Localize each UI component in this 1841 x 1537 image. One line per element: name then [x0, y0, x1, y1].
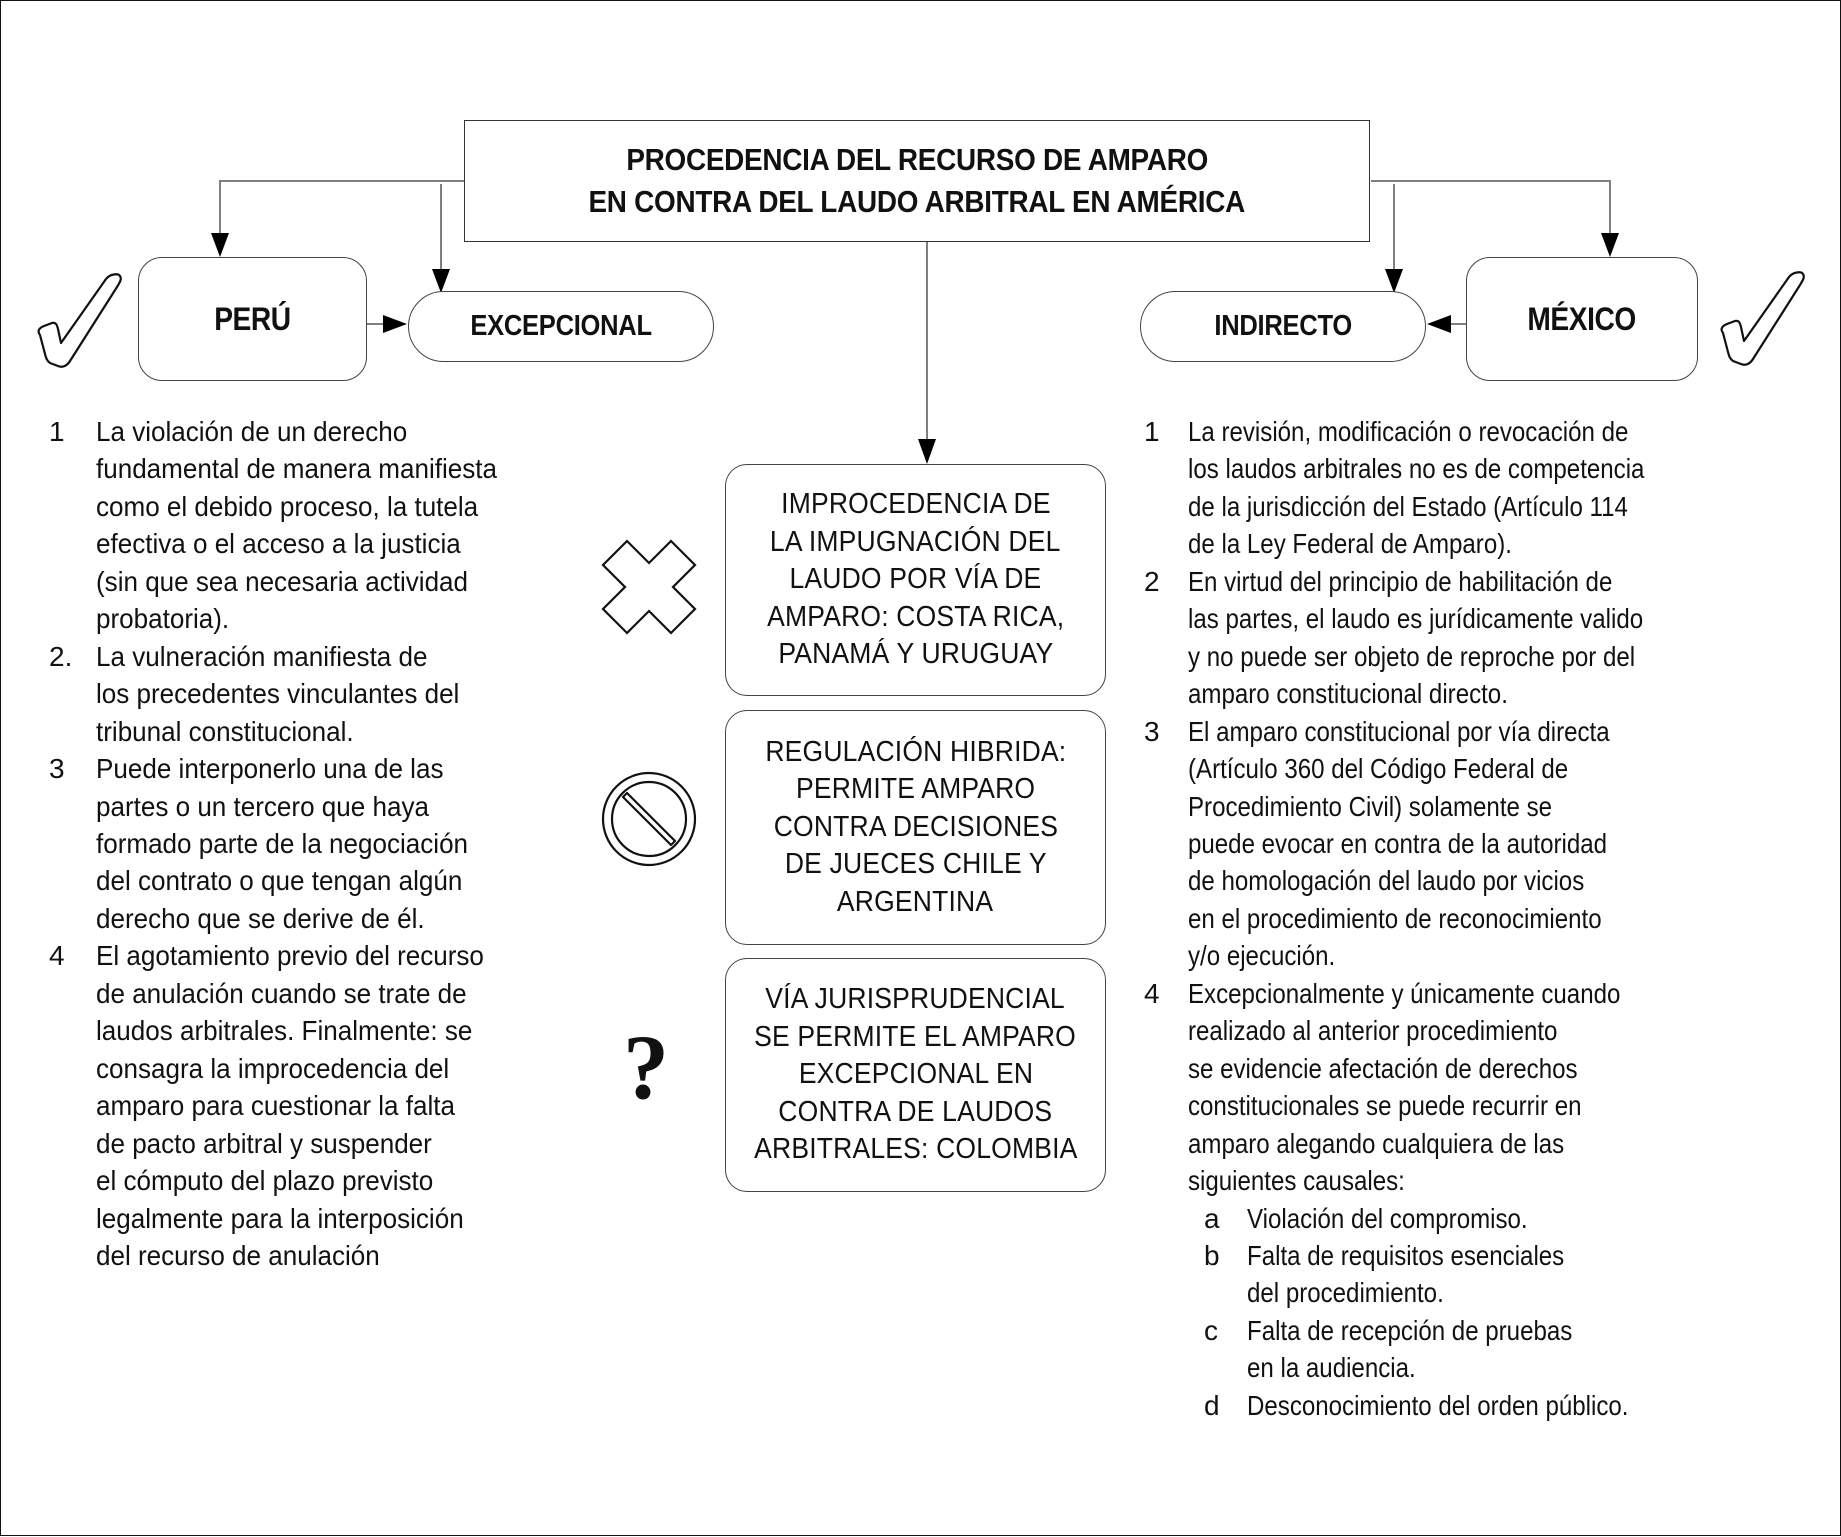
list-item — [1, 713, 1841, 975]
sub-list-item — [1, 1387, 1841, 1424]
list-item-line: de la Ley Federal de Amparo). — [1188, 528, 1512, 560]
list-item-line: los precedentes vinculantes del — [96, 678, 460, 710]
list-item-line: el cómputo del plazo previsto — [96, 1165, 434, 1197]
sub-list-item-line: en la audiencia. — [1247, 1352, 1416, 1384]
center-box-line: LA IMPUGNACIÓN DEL — [770, 525, 1061, 558]
list-item-line: de homologación del laudo por vicios — [1188, 865, 1585, 897]
list-item-line: Excepcionalmente y únicamente cuando — [1188, 977, 1621, 1009]
list-item — [1, 563, 1841, 713]
center-box-line: AMPARO: COSTA RICA, — [766, 600, 1065, 633]
diagram-title-box — [464, 120, 1370, 242]
center-box-line: SE PERMITE EL AMPARO — [754, 1020, 1077, 1053]
sub-list-item-line: Violación del compromiso. — [1247, 1202, 1528, 1234]
type-label-indirecto: INDIRECTO — [1214, 310, 1352, 342]
list-item-line: fundamental de manera manifiesta — [96, 453, 497, 485]
list-item-line: las partes, el laudo es jurídicamente valido — [1188, 603, 1644, 635]
list-item-line: puede evocar en contra de la autoridad — [1188, 827, 1608, 859]
country-box-peru — [138, 257, 367, 381]
list-item-line: constitucionales se puede recurrir en — [1188, 1090, 1582, 1122]
list-item-line: (sin que sea necesaria actividad — [96, 565, 469, 597]
center-box-line: CONTRA DE LAUDOS — [778, 1095, 1053, 1128]
checkmark-icon — [1717, 271, 1807, 367]
checkmark-icon — [34, 273, 124, 369]
list-item-line: derecho que se derive de él. — [96, 902, 425, 934]
type-label-excepcional: EXCEPCIONAL — [470, 310, 652, 342]
list-item — [1, 413, 1841, 563]
list-item-line: legalmente para la interposición — [96, 1202, 464, 1234]
list-item-line: de anulación cuando se trate de — [96, 977, 467, 1009]
center-box-line: PERMITE AMPARO — [795, 773, 1036, 806]
sub-list-item-letter: c — [1204, 1314, 1218, 1346]
list-item-number: 1 — [49, 416, 65, 447]
list-item-line: consagra la improcedencia del — [96, 1052, 450, 1084]
list-item-number: 3 — [1144, 715, 1160, 747]
list-item-line: partes o un tercero que haya — [96, 790, 429, 822]
sub-list-item — [1, 1312, 1841, 1387]
list-item-number: 3 — [49, 753, 65, 785]
list-item-number: 4 — [49, 940, 65, 972]
center-box-line: REGULACIÓN HIBRIDA: — [764, 735, 1067, 768]
type-pill-indirecto — [1140, 291, 1426, 362]
list-item-line: El amparo constitucional por vía directa — [1188, 715, 1610, 747]
list-item-number: 2. — [49, 640, 73, 672]
sub-list-item — [1, 1237, 1841, 1312]
country-box-mexico — [1466, 257, 1698, 381]
list-item-line: La violación de un derecho — [96, 416, 408, 447]
sub-list-item-letter: d — [1204, 1389, 1220, 1421]
type-pill-excepcional — [408, 291, 714, 362]
list-item-line: de la jurisdicción del Estado (Artículo 114 — [1188, 490, 1628, 522]
list-item-line: de pacto arbitral y suspender — [96, 1127, 432, 1159]
center-box-line: PANAMÁ Y URUGUAY — [778, 638, 1053, 671]
list-item-line: amparo alegando cualquiera de las — [1188, 1127, 1565, 1159]
question-mark-icon: ? — [623, 1016, 669, 1118]
center-box-line: VÍA JURISPRUDENCIAL — [765, 983, 1066, 1016]
country-label-peru: PERÚ — [214, 300, 291, 337]
center-box-line: LAUDO POR VÍA DE — [789, 563, 1042, 596]
list-item-line: del recurso de anulación — [96, 1239, 380, 1271]
list-item-line: La vulneración manifiesta de — [96, 640, 428, 672]
list-item — [1, 975, 1841, 1200]
list-item-line: y/o ejecución. — [1188, 940, 1336, 972]
list-item-number: 1 — [1144, 416, 1160, 447]
list-item-line: los laudos arbitrales no es de competencia — [1188, 453, 1645, 485]
sub-list-item-line: Falta de requisitos esenciales — [1247, 1239, 1565, 1271]
list-item-line: La revisión, modificación o revocación de — [1188, 416, 1629, 447]
center-box-line: EXCEPCIONAL EN — [798, 1058, 1033, 1091]
list-item-line: (Artículo 360 del Código Federal de — [1188, 753, 1569, 785]
list-item-line: El agotamiento previo del recurso — [96, 940, 484, 972]
list-item-line: En virtud del principio de habilitación de — [1188, 565, 1613, 597]
list-item-line: amparo constitucional directo. — [1188, 678, 1508, 710]
list-item-number: 4 — [1144, 977, 1160, 1009]
list-item-line: se evidencie afectación de derechos — [1188, 1052, 1578, 1084]
center-box-line: IMPROCEDENCIA DE — [780, 488, 1051, 521]
sub-list-item-line: Falta de recepción de pruebas — [1247, 1314, 1573, 1346]
center-box-line: CONTRA DECISIONES — [773, 810, 1058, 843]
mexico-conditions-list — [1, 413, 1841, 1424]
title-line: PROCEDENCIA DEL RECURSO DE AMPARO — [626, 142, 1208, 177]
list-item-line: realizado al anterior procedimiento — [1188, 1015, 1558, 1047]
sub-list-item-line: Desconocimiento del orden público. — [1247, 1389, 1629, 1421]
list-item-line: Procedimiento Civil) solamente se — [1188, 790, 1553, 822]
list-item-line: amparo para cuestionar la falta — [96, 1090, 455, 1122]
sub-list-item-letter: b — [1204, 1239, 1220, 1271]
list-item-line: efectiva o el acceso a la justicia — [96, 528, 461, 560]
country-label-mexico: MÉXICO — [1527, 300, 1637, 337]
list-item-line: probatoria). — [96, 603, 230, 635]
list-item-line: y no puede ser objeto de reproche por del — [1188, 640, 1636, 672]
list-item-number: 2 — [1144, 565, 1160, 597]
list-item-line: laudos arbitrales. Finalmente: se — [96, 1015, 473, 1047]
center-box-line: ARBITRALES: COLOMBIA — [753, 1133, 1078, 1166]
list-item-line: tribunal constitucional. — [96, 715, 354, 747]
list-item-line: del contrato o que tengan algún — [96, 865, 463, 897]
list-item-line: como el debido proceso, la tutela — [96, 490, 479, 522]
center-box-line: ARGENTINA — [837, 885, 994, 918]
title-line: EN CONTRA DEL LAUDO ARBITRAL EN AMÉRICA — [588, 184, 1246, 219]
list-item-line: siguientes causales: — [1188, 1165, 1405, 1197]
list-item-line: formado parte de la negociación — [96, 827, 469, 859]
list-item-line: Puede interponerlo una de las — [96, 753, 444, 785]
list-item-line: en el procedimiento de reconocimiento — [1188, 902, 1602, 934]
sub-list-item-line: del procedimiento. — [1247, 1277, 1444, 1309]
sub-list-item — [1, 1200, 1841, 1237]
center-box-line: DE JUECES CHILE Y — [784, 848, 1047, 881]
sub-list-item-letter: a — [1204, 1202, 1220, 1234]
